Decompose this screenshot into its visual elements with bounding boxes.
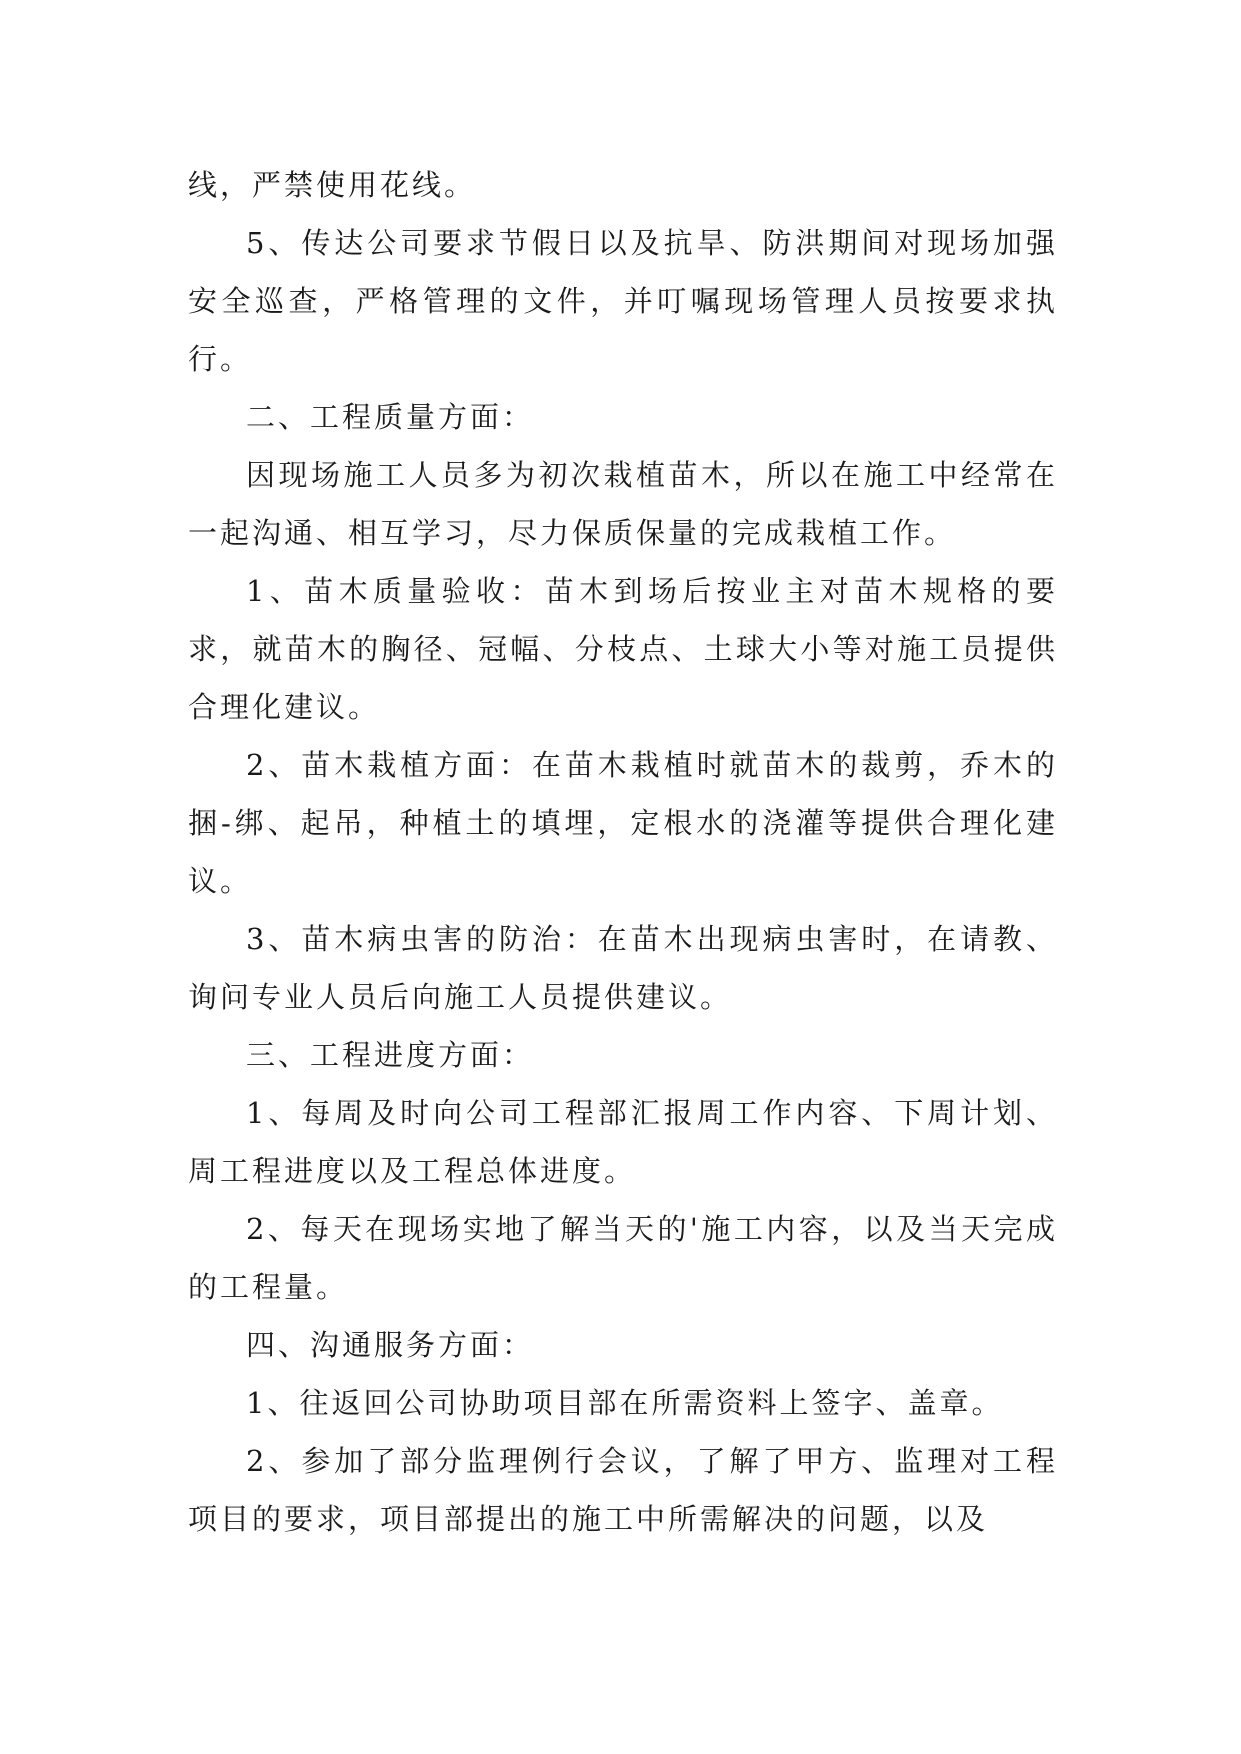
- section-heading-communication: 四、沟通服务方面：: [246, 1328, 535, 1362]
- paragraph-communication-1: 1、往返回公司协助项目部在所需资料上签字、盖章。: [246, 1386, 1004, 1420]
- paragraph-item-5: 5、传达公司要求节假日以及抗旱、防洪期间对现场加强安全巡查，严格管理的文件，并叮嘱现场管理人员按要求执行。: [188, 226, 1058, 376]
- document-body: [188, 156, 1058, 1548]
- paragraph-communication-2: 2、参加了部分监理例行会议，了解了甲方、监理对工程项目的要求，项目部提出的施工中所需解决的问题，以及: [188, 1444, 1058, 1536]
- paragraph-quality-3: 3、苗木病虫害的防治：在苗木出现病虫害时，在请教、询问专业人员后向施工人员提供建议。: [188, 922, 1058, 1014]
- paragraph-progress-1: 1、每周及时向公司工程部汇报周工作内容、下周计划、周工程进度以及工程总体进度。: [188, 1096, 1058, 1188]
- paragraph-progress-2: 2、每天在现场实地了解当天的'施工内容，以及当天完成的工程量。: [188, 1212, 1058, 1304]
- paragraph-quality-1: 1、苗木质量验收：苗木到场后按业主对苗木规格的要求，就苗木的胸径、冠幅、分枝点、土球大小等对施工员提供合理化建议。: [188, 574, 1058, 724]
- paragraph-continuation: 线，严禁使用花线。: [188, 168, 477, 202]
- paragraph-quality-intro: 因现场施工人员多为初次栽植苗木，所以在施工中经常在一起沟通、相互学习，尽力保质保量的完成栽植工作。: [188, 458, 1058, 550]
- section-heading-quality: 二、工程质量方面：: [246, 400, 535, 434]
- section-heading-progress: 三、工程进度方面：: [246, 1038, 535, 1072]
- paragraph-quality-2: 2、苗木栽植方面：在苗木栽植时就苗木的裁剪，乔木的捆-绑、起吊，种植土的填埋，定根水的浇灌等提供合理化建议。: [188, 748, 1058, 898]
